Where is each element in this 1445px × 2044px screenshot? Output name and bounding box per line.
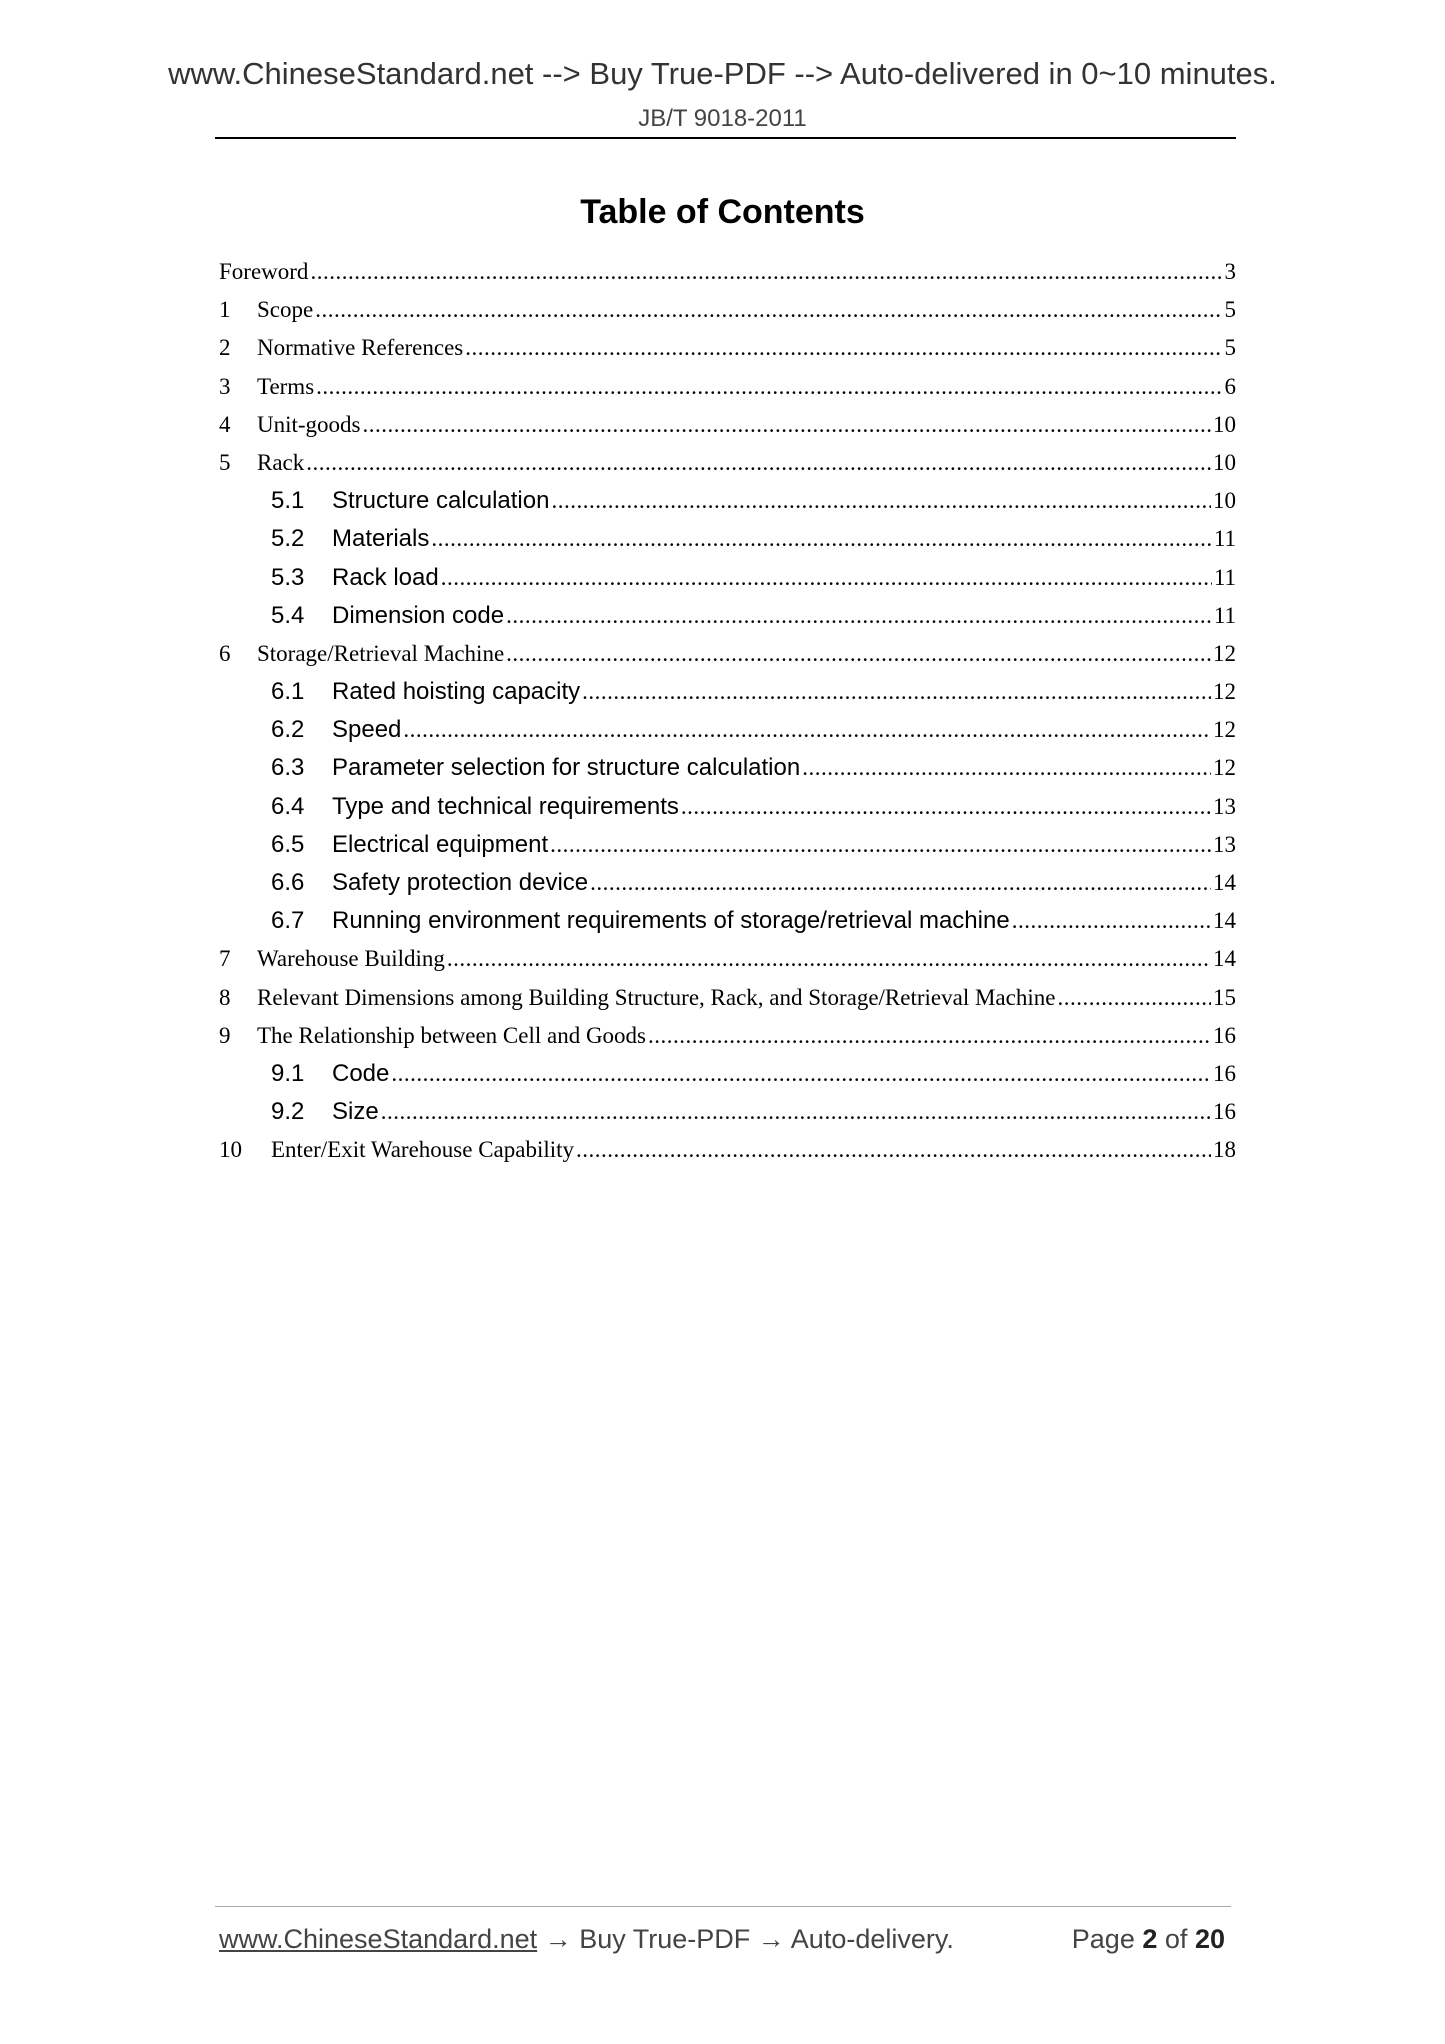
toc-title-text: Enter/Exit Warehouse Capability bbox=[271, 1137, 575, 1163]
dot-leader bbox=[582, 673, 1211, 711]
toc-page-number: 11 bbox=[1213, 602, 1236, 628]
page-prefix: Page bbox=[1071, 1924, 1135, 1954]
dot-leader bbox=[802, 749, 1211, 787]
dot-leader bbox=[550, 826, 1211, 864]
header-rule bbox=[215, 137, 1236, 139]
toc-title-text: Running environment requirements of storage/retrieval machine bbox=[332, 907, 1010, 935]
toc-number: 3 bbox=[219, 373, 231, 399]
toc-page-number: 10 bbox=[1213, 449, 1236, 475]
dot-leader bbox=[506, 597, 1212, 635]
page-indicator bbox=[1072, 1924, 1225, 1955]
toc-number: 6.4 bbox=[271, 792, 305, 820]
toc-title-text: Rack load bbox=[332, 563, 439, 591]
toc-title-text: Code bbox=[332, 1059, 390, 1087]
toc-page-number: 12 bbox=[1213, 755, 1236, 781]
toc-number: 2 bbox=[219, 335, 231, 361]
toc-page-number: 3 bbox=[1224, 259, 1236, 284]
toc-entry[interactable] bbox=[219, 940, 1236, 978]
toc-title-text: Structure calculation bbox=[332, 487, 550, 515]
toc-page-number: 10 bbox=[1213, 488, 1236, 514]
toc-number: 6 bbox=[219, 640, 231, 666]
toc-title-text: Safety protection device bbox=[332, 869, 589, 896]
page-current: 2 bbox=[1142, 1924, 1158, 1954]
dot-leader bbox=[431, 520, 1211, 558]
dot-leader bbox=[465, 329, 1222, 367]
toc-number: 1 bbox=[219, 297, 231, 323]
footer-delivery-text: Auto-delivery. bbox=[790, 1924, 954, 1954]
toc-number: 4 bbox=[219, 411, 231, 437]
toc-page-number: 16 bbox=[1213, 1022, 1236, 1048]
toc-page-number: 11 bbox=[1213, 526, 1236, 552]
toc-subentry[interactable] bbox=[219, 902, 1236, 940]
table-of-contents bbox=[219, 253, 1236, 1170]
toc-title-text: Terms bbox=[257, 373, 315, 399]
toc-subentry[interactable] bbox=[219, 788, 1236, 826]
toc-subentry[interactable] bbox=[219, 864, 1236, 902]
dot-leader bbox=[306, 444, 1211, 482]
toc-number: 6.3 bbox=[271, 754, 305, 782]
dot-leader bbox=[363, 406, 1212, 444]
toc-subentry[interactable] bbox=[219, 1093, 1236, 1131]
toc-title-text: Unit-goods bbox=[257, 411, 361, 437]
toc-subentry[interactable] bbox=[219, 559, 1236, 597]
toc-entry[interactable] bbox=[219, 291, 1236, 329]
toc-title: Table of Contents bbox=[580, 193, 865, 231]
toc-title-text: Normative References bbox=[257, 335, 464, 361]
toc-page-number: 14 bbox=[1213, 908, 1236, 934]
dot-leader bbox=[648, 1017, 1211, 1055]
toc-title-text: Scope bbox=[257, 297, 314, 323]
toc-entry[interactable] bbox=[219, 1131, 1236, 1169]
toc-subentry[interactable] bbox=[219, 1055, 1236, 1093]
toc-title-text: Electrical equipment bbox=[332, 830, 549, 858]
toc-title-text: Dimension code bbox=[332, 601, 505, 629]
toc-entry[interactable] bbox=[219, 406, 1236, 444]
dot-leader bbox=[391, 1055, 1211, 1093]
toc-page-number: 13 bbox=[1213, 831, 1236, 857]
toc-number: 5.4 bbox=[271, 601, 305, 629]
toc-number: 6.6 bbox=[271, 869, 305, 896]
toc-page-number: 13 bbox=[1213, 793, 1236, 819]
toc-page-number: 11 bbox=[1213, 564, 1236, 590]
toc-number: 5.3 bbox=[271, 563, 305, 591]
toc-page-number: 14 bbox=[1213, 946, 1236, 972]
toc-subentry[interactable] bbox=[219, 711, 1236, 749]
toc-number: 9.2 bbox=[271, 1098, 305, 1126]
toc-number: 6.7 bbox=[271, 907, 305, 935]
toc-title-text: Rack bbox=[257, 449, 305, 475]
toc-page-number: 18 bbox=[1213, 1137, 1236, 1163]
dot-leader bbox=[381, 1093, 1211, 1131]
toc-page-number: 12 bbox=[1213, 717, 1236, 743]
toc-number: 6.1 bbox=[271, 678, 305, 706]
toc-number: 10 bbox=[219, 1137, 242, 1163]
page-of: of bbox=[1164, 1924, 1188, 1954]
footer-buy-text: Buy True-PDF bbox=[579, 1924, 751, 1954]
dot-leader bbox=[315, 291, 1222, 329]
toc-subentry[interactable] bbox=[219, 520, 1236, 558]
toc-title-text: Parameter selection for structure calculation bbox=[332, 754, 801, 782]
dot-leader bbox=[551, 482, 1211, 520]
toc-entry[interactable] bbox=[219, 368, 1236, 406]
toc-number: 9 bbox=[219, 1022, 231, 1048]
toc-title-text: Warehouse Building bbox=[257, 946, 445, 972]
toc-title-text: Size bbox=[332, 1098, 379, 1126]
toc-number: 8 bbox=[219, 984, 231, 1010]
toc-title-text: Type and technical requirements bbox=[332, 792, 679, 820]
toc-entry[interactable] bbox=[219, 979, 1236, 1017]
toc-number: 5.1 bbox=[271, 487, 305, 515]
dot-leader bbox=[681, 788, 1211, 826]
toc-title-text: Rated hoisting capacity bbox=[332, 678, 581, 706]
dot-leader bbox=[506, 635, 1211, 673]
toc-page-number: 15 bbox=[1213, 984, 1236, 1010]
arrow-icon: → bbox=[757, 1924, 785, 1954]
toc-title-text: Relevant Dimensions among Building Structure, Rack, and Storage/Retrieval Machine bbox=[257, 984, 1056, 1010]
toc-number: 9.1 bbox=[271, 1059, 305, 1087]
toc-subentry[interactable] bbox=[219, 749, 1236, 787]
toc-page-number: 5 bbox=[1224, 335, 1236, 361]
dot-leader bbox=[1057, 979, 1211, 1017]
toc-page-number: 12 bbox=[1213, 640, 1236, 666]
footer-left bbox=[219, 1924, 954, 1955]
toc-page-number: 16 bbox=[1213, 1060, 1236, 1086]
dot-leader bbox=[316, 368, 1222, 406]
arrow-icon: → bbox=[544, 1924, 572, 1954]
dot-leader bbox=[310, 253, 1222, 291]
toc-entry[interactable] bbox=[219, 329, 1236, 367]
toc-number: 7 bbox=[219, 946, 231, 972]
toc-entry[interactable] bbox=[219, 253, 1236, 291]
dot-leader bbox=[403, 711, 1211, 749]
dot-leader bbox=[576, 1131, 1211, 1169]
dot-leader bbox=[590, 864, 1211, 902]
toc-number: 6.5 bbox=[271, 830, 305, 858]
toc-page-number: 10 bbox=[1213, 411, 1236, 437]
dot-leader bbox=[447, 940, 1211, 978]
toc-title-text: Storage/Retrieval Machine bbox=[257, 640, 505, 666]
header-banner: www.ChineseStandard.net --> Buy True-PDF --> Auto-delivered in 0~10 minutes. bbox=[168, 56, 1277, 91]
toc-page-number: 12 bbox=[1213, 679, 1236, 705]
dot-leader bbox=[1012, 902, 1211, 940]
toc-subentry[interactable] bbox=[219, 597, 1236, 635]
toc-number: 5.2 bbox=[271, 525, 305, 553]
toc-entry[interactable] bbox=[219, 1017, 1236, 1055]
toc-page-number: 16 bbox=[1213, 1099, 1236, 1125]
toc-entry[interactable] bbox=[219, 444, 1236, 482]
page-total: 20 bbox=[1194, 1924, 1225, 1954]
toc-subentry[interactable] bbox=[219, 826, 1236, 864]
toc-page-number: 5 bbox=[1224, 297, 1236, 323]
toc-title-text: Materials bbox=[332, 525, 430, 553]
toc-title-text: Foreword bbox=[219, 259, 309, 284]
toc-page-number: 6 bbox=[1224, 373, 1236, 399]
toc-number: 5 bbox=[219, 449, 231, 475]
toc-page-number: 14 bbox=[1213, 870, 1236, 895]
toc-title-text: The Relationship between Cell and Goods bbox=[257, 1022, 647, 1048]
footer-rule bbox=[215, 1906, 1231, 1907]
toc-subentry[interactable] bbox=[219, 482, 1236, 520]
standard-code: JB/T 9018-2011 bbox=[638, 105, 807, 132]
toc-title-text: Speed bbox=[332, 716, 402, 744]
toc-entry[interactable] bbox=[219, 635, 1236, 673]
toc-subentry[interactable] bbox=[219, 673, 1236, 711]
toc-number: 6.2 bbox=[271, 716, 305, 744]
footer-site-link[interactable]: www.ChineseStandard.net bbox=[219, 1924, 538, 1954]
dot-leader bbox=[441, 559, 1212, 597]
